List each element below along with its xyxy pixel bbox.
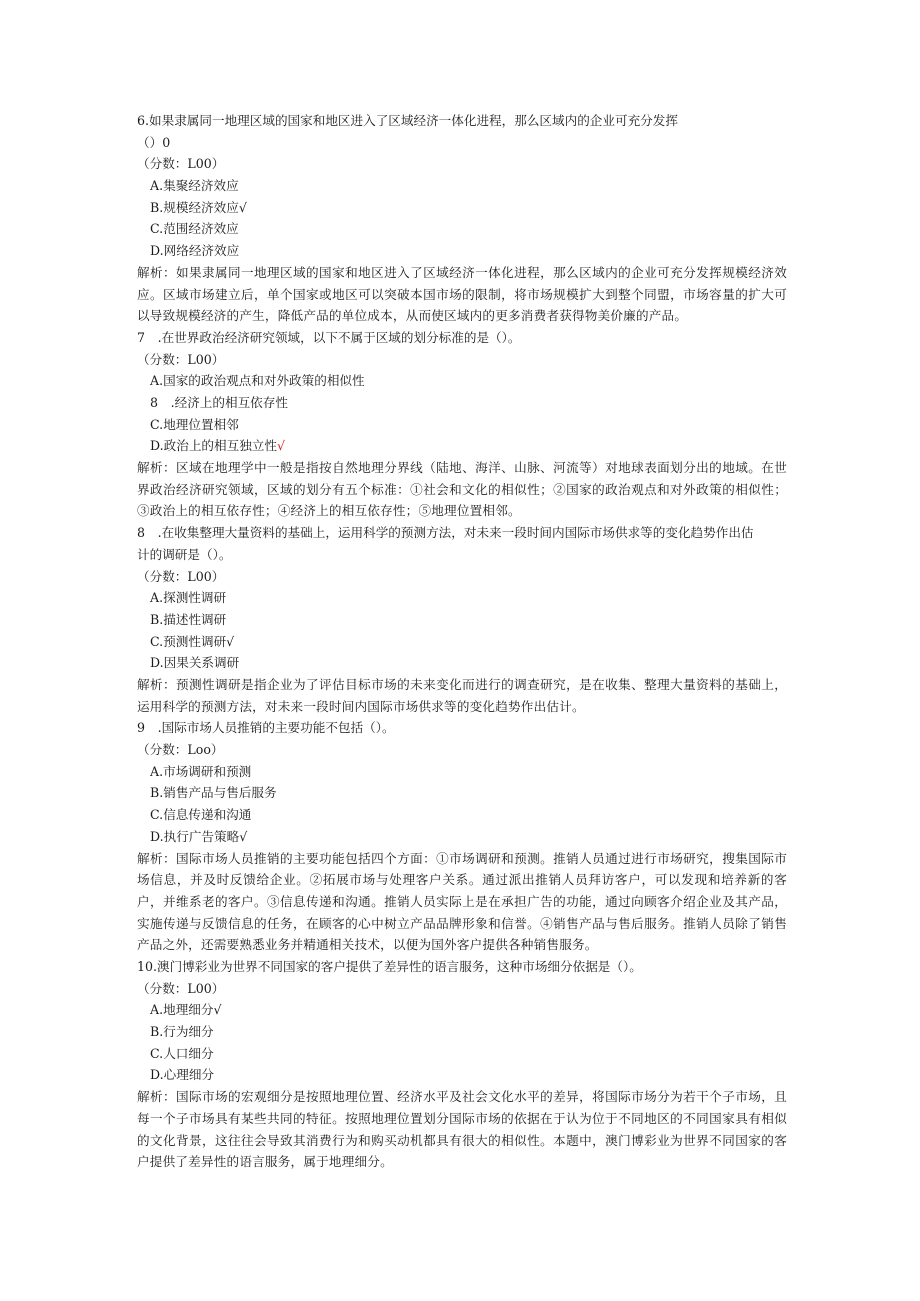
question-7	[137, 327, 787, 522]
option-d: D.网络经济效应	[150, 243, 240, 259]
option-a: A.地理细分√	[150, 1002, 222, 1018]
question-10	[137, 956, 787, 1173]
question-score: （分数：L00）	[137, 568, 225, 584]
question-analysis: 解析：国际市场的宏观细分是按照地理位置、经济水平及社会文化水平的差异，将国际市场分为若干个子市场，且每一个子市场具有某些共同的特征。按照地理位置划分国际市场的依据在于认为位于不同地区的不同国家具有相似的文化背景，这往往会导致其消费行为和购买动机都具有很大的相似性。本题中，澳门博彩业为世界不同国家的客户提供了差异性的语言服务，属于地理细分。	[137, 1089, 787, 1170]
document-body	[137, 110, 787, 1173]
question-stem: 8 .在收集整理大量资料的基础上，运用科学的预测方法，对未来一段时间内国际市场供求等的变化趋势作出估	[137, 525, 754, 541]
answer-check-mark: √	[277, 438, 286, 454]
question-analysis: 解析：预测性调研是指企业为了评估目标市场的未来变化而进行的调查研究，是在收集、整理大量资料的基础上，运用科学的预测方法，对未来一段时间内国际市场供求等的变化趋势作出估计。	[137, 676, 787, 714]
question-analysis: 解析：如果隶属同一地理区域的国家和地区进入了区域经济一体化进程，那么区域内的企业可充分发挥规模经济效应。区域市场建立后，单个国家或地区可以突破本国市场的限制，将市场规模扩大到整个同盟，市场容量的扩大可以导致规模经济的产生，降低产品的单位成本，从而使区域内的更多消费者获得物美价廉的产品。	[137, 264, 787, 324]
question-stem: 6.如果隶属同一地理区域的国家和地区进入了区域经济一体化进程，那么区域内的企业可充分发挥	[137, 113, 678, 128]
question-stem: 10.澳门博彩业为世界不同国家的客户提供了差异性的语言服务，这种市场细分依据是（）。	[137, 959, 642, 975]
option-c: C.范围经济效应	[150, 221, 239, 237]
question-stem: 7 .在世界政治经济研究领域，以下不属于区域的划分标准的是（）。	[137, 329, 521, 345]
option-a: A.集聚经济效应	[150, 178, 239, 194]
option-d	[137, 435, 787, 457]
option-b: B.销售产品与售后服务	[150, 785, 277, 801]
question-analysis: 解析：区域在地理学中一般是指按自然地理分界线（陆地、海洋、山脉、河流等）对地球表面划分出的地域。在世界政治经济研究领域，区域的划分有五个标准：①社会和文化的相似性；②国家的政治观点和对外政策的相似性；③政治上的相互依存性；④经济上的相互依存性；⑤地理位置相邻。	[137, 460, 787, 519]
option-b: B.行为细分	[150, 1024, 214, 1040]
option-c: C.预测性调研√	[150, 633, 235, 649]
question-stem: （）0	[137, 134, 171, 150]
question-score: （分数：Loo）	[137, 742, 224, 758]
question-analysis: 解析：国际市场人员推销的主要功能包括四个方面：①市场调研和预测。推销人员通过进行市场研究，搜集国际市场信息，并及时反馈给企业。②拓展市场与处理客户关系。通过派出推销人员拜访客户，可以发现和培养新的客户，并维系老的客户。③信息传递和沟通。推销人员实际上是在承担广告的功能，通过向顾客介绍企业及其产品，实施传递与反馈信息的任务，在顾客的心中树立产品品牌形象和信誉。④销售产品与售后服务。推销人员除了销售产品之外，还需要熟悉业务并精通相关技术，以便为国外客户提供各种销售服务。	[137, 850, 787, 953]
option-b: 8 .经济上的相互依存性	[150, 394, 288, 410]
option-d-text: D.政治上的相互独立性	[150, 438, 277, 454]
question-8	[137, 522, 787, 717]
question-stem: 9 .国际市场人员推销的主要功能不包括（）。	[137, 720, 395, 736]
option-c: C.信息传递和沟通	[150, 807, 252, 823]
option-c: C.人口细分	[150, 1045, 214, 1061]
question-stem: 计的调研是（）。	[137, 546, 232, 562]
option-c: C.地理位置相邻	[150, 416, 239, 432]
option-b: B.规模经济效应√	[150, 199, 247, 215]
option-a: A.国家的政治观点和对外政策的相似性	[150, 373, 365, 389]
option-a: A.探测性调研	[150, 590, 227, 606]
option-b: B.描述性调研	[150, 611, 227, 627]
question-score: （分数：L00）	[137, 980, 225, 996]
option-d: D.心理细分	[150, 1067, 215, 1083]
option-a: A.市场调研和预测	[150, 763, 252, 779]
question-score: （分数：L00）	[137, 156, 225, 172]
question-score: （分数：L00）	[137, 351, 225, 367]
option-d: D.因果关系调研	[150, 655, 240, 671]
option-d: D.执行广告策略√	[150, 828, 248, 844]
question-9	[137, 717, 787, 956]
question-6	[137, 110, 787, 327]
